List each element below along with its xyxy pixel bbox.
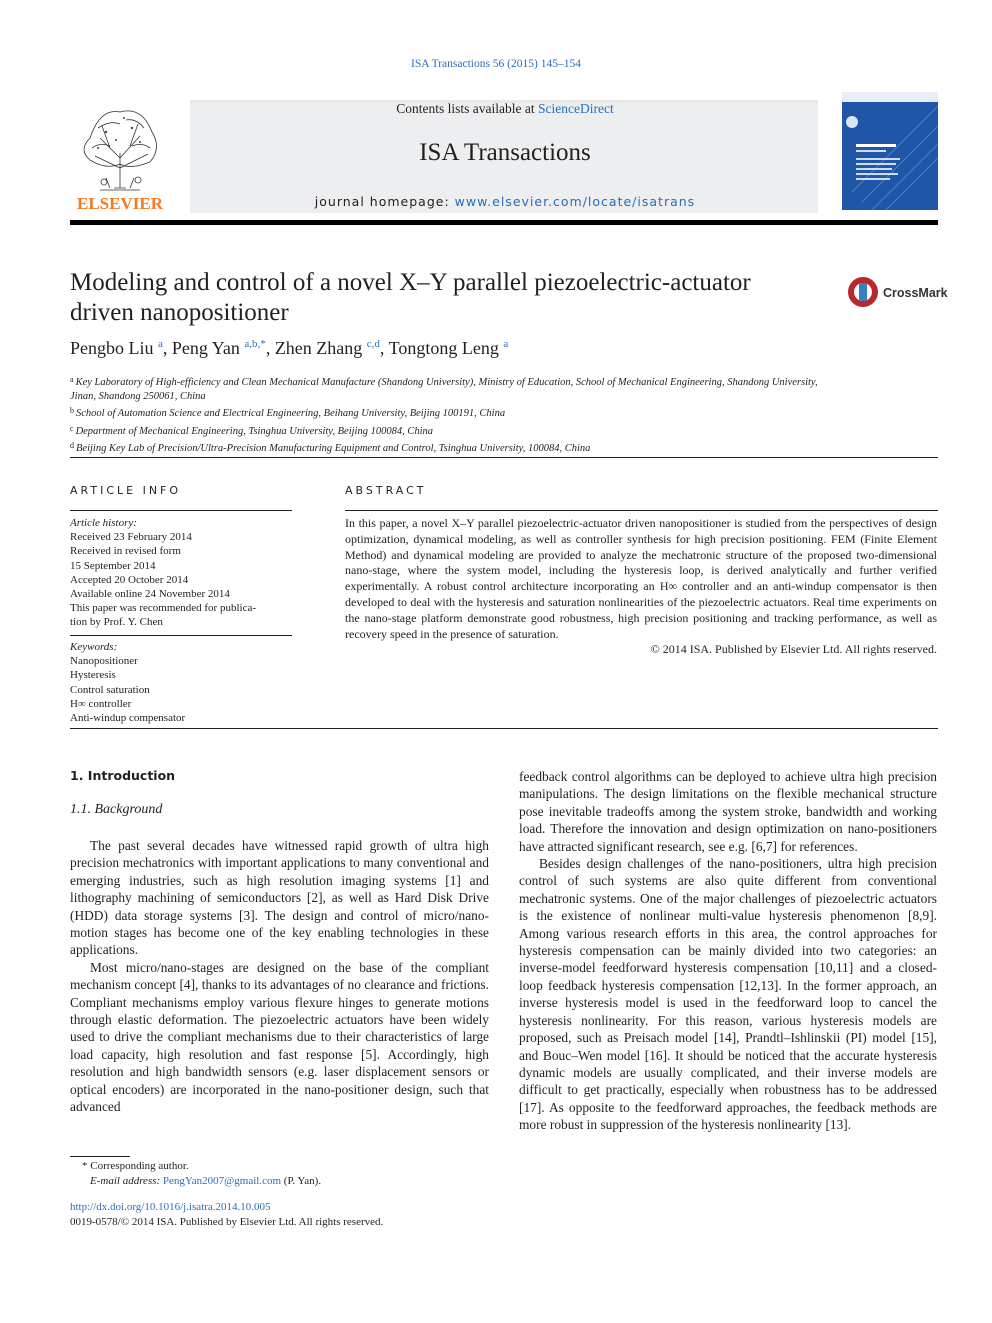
section-heading: 1. Introduction xyxy=(70,768,176,783)
title-line-1: Modeling and control of a novel X–Y parallel piezoelectric-actuator xyxy=(70,269,751,296)
contents-line xyxy=(190,101,820,117)
affiliation-item: $^b$ School of Automation Science and Electrical Engineering, Beihang University, Beijing 100191, China xyxy=(70,406,506,420)
email-suffix: (P. Yan). xyxy=(283,1175,322,1187)
author-list: Pengbo Liu $^a$, Peng Yan $^{a,b,*}$, Zhen Zhang $^{c,d}$, Tongtong Leng $^a$ xyxy=(70,338,509,358)
journal-title: ISA Transactions xyxy=(419,139,591,166)
article-info-rule xyxy=(70,510,292,511)
doi-link[interactable]: http://dx.doi.org/10.1016/j.isatra.2014.10.005 xyxy=(70,1201,271,1213)
homepage-prefix: journal homepage: xyxy=(314,194,450,209)
keyword-item: Control saturation xyxy=(70,683,150,696)
paragraph: Besides design challenges of the nano-positioners, ultra high precision control of such systems are also quite different from conventional mechatronic systems. One of the major challenges of piezoelectric actuators is the existence of nonlinear multi-value hysteresis phenomenon [8,9]. Among various research efforts in this area, the control approaches for hysteresis compensation can be mainly divided into two categories: an inverse-model feedforward hysteresis compensation [10,11] and a closed-loop feedback hysteresis compensation [12,13]. In the former approach, an inverse hysteresis model is used in the feedforward loop to cancel the hysteresis nonlinearity. For this reason, various hysteresis models are proposed, such as Preisach model [14], Prandtl–Ishlinskii (PI) model [15], and Bouc–Wen model [16]. It should be noticed that the accurate hysteresis dynamic models are usually complicated, and their inverse models are difficult to get practically, especially when robustness has to be addressed [17]. As opposite to the feedforward approaches, the feedback methods are more robust in suppression of the hysteresis nonlinearity [13]. xyxy=(519,856,937,1133)
journal-homepage xyxy=(190,194,820,209)
affiliation-item: $^a$ Key Laboratory of High-efficiency and Clean Mechanical Manufacture (Shandong University), Ministry of Education, School of Mechanical Engineering, Shandong University, Jinan, Shandong 250061, China xyxy=(70,375,818,403)
keywords xyxy=(70,640,292,725)
author-name: Zhen Zhang xyxy=(274,338,363,358)
elsevier-wordmark: ELSEVIER xyxy=(77,194,163,213)
history-label: Article history: xyxy=(70,517,137,529)
paragraph: The past several decades have witnessed rapid growth of ultra high precision mechatronics with important applications to many conventional and emerging industries, such as high resolution imaging systems [1] and lithography machining of semiconductors [2], as well as Hard Disk Drive (HDD) data storage systems [3]. The design and control of micro/nano-motion stages has become one of the key enabling technologies in these applications. xyxy=(70,838,489,958)
corresponding-author-note: Corresponding author. xyxy=(90,1160,189,1172)
left-column-text xyxy=(70,837,489,1116)
history-item: 15 September 2014 xyxy=(70,559,156,572)
header-rule xyxy=(70,220,938,225)
elsevier-logo xyxy=(70,98,170,212)
sciencedirect-link[interactable]: ScienceDirect xyxy=(538,101,614,116)
author-affil-marker[interactable]: a xyxy=(158,338,163,350)
history-item: Accepted 20 October 2014 xyxy=(70,573,189,586)
publication-footer xyxy=(70,1200,510,1230)
affiliation-item: $^c$ Department of Mechanical Engineering, Tsinghua University, Beijing 100084, China xyxy=(70,423,434,437)
history-item: Received in revised form xyxy=(70,545,181,558)
crossmark-badge[interactable] xyxy=(846,275,948,309)
article-history xyxy=(70,516,292,630)
email-link[interactable]: PengYan2007@gmail.com xyxy=(162,1175,282,1187)
paper-title xyxy=(70,268,830,328)
abstract-rule xyxy=(345,510,938,511)
author-name: Peng Yan xyxy=(171,338,240,358)
author-affil-marker[interactable]: c,d xyxy=(366,338,380,350)
crossmark-label: CrossMark xyxy=(883,286,948,300)
abstract-body xyxy=(345,516,937,658)
history-item: This paper was recommended for publica- xyxy=(70,602,257,615)
abstract-copyright: © 2014 ISA. Published by Elsevier Ltd. All rights reserved. xyxy=(650,642,937,657)
article-info-heading: ARTICLE INFO xyxy=(70,484,182,497)
affiliation-divider xyxy=(70,457,938,458)
abstract-bottom-divider xyxy=(70,728,938,729)
keyword-item: Nanopositioner xyxy=(70,655,138,668)
homepage-link[interactable]: www.elsevier.com/locate/isatrans xyxy=(454,194,696,209)
keyword-item: Anti-windup compensator xyxy=(70,712,186,725)
paragraph: Most micro/nano-stages are designed on the base of the compliant mechanism concept [4], thanks to its advantages of no clearance and frictions. Compliant mechanisms employ various flexure hinges to generate motions through elastic deformation. The piezoelectric actuators have been widely used to drive the compliant mechanisms due to their characteristics of large load capacity, high resolution and fast response [5]. Accordingly, high resolution and high bandwidth sensors (e.g. laser displacement sensors or optical encoders) are incorporated in the nano-positioner design, such that advanced xyxy=(70,959,489,1115)
history-item: Received 23 February 2014 xyxy=(70,531,192,544)
journal-cover-image xyxy=(842,92,938,210)
abstract-heading: ABSTRACT xyxy=(345,484,427,497)
history-item: tion by Prof. Y. Chen xyxy=(70,616,163,629)
affiliation-item: $^d$ Beijing Key Lab of Precision/Ultra-Precision Manufacturing Equipment and Control, Tsinghua University, 100084, China xyxy=(70,440,591,454)
contents-prefix: Contents lists available at xyxy=(396,101,535,116)
author-affil-marker[interactable]: a xyxy=(503,338,509,350)
author-name: Pengbo Liu xyxy=(70,338,154,358)
keywords-label: Keywords: xyxy=(70,641,118,653)
right-column-text xyxy=(519,768,937,1134)
keyword-item: Hysteresis xyxy=(70,669,116,682)
author-affil-marker[interactable]: a,b,* xyxy=(244,338,266,350)
abstract-text: In this paper, a novel X–Y parallel piezoelectric-actuator driven nanopositioner is studied from the perspectives of design optimization, dynamical modeling, as well as controller synthesis for high precision positioning. FEM (Finite Element Method) and dynamical modeling are provided to analyze the mechatronic structure of the proposed two-dimensional nano-stage, where the system model, including the hysteresis loop, is derived analytically and further verified experimentally. A robust control architecture incorporating an H∞ controller and an anti-windup compensator is then developed to deal with the hysteresis and saturation nonlinearities of the piezoelectric actuators. Real time experiments on the nano-stage platform demonstrate good robustness, high precision positioning and tracking performance, as well as recovery speed in the presence of saturation. xyxy=(345,516,937,641)
keyword-item: H∞ controller xyxy=(70,697,132,710)
affiliations xyxy=(70,373,830,456)
subsection-heading: 1.1. Background xyxy=(70,802,163,817)
footnotes: * Corresponding author. E-mail address: PengYan2007@gmail.com (P. Yan). xyxy=(82,1160,322,1187)
paragraph: feedback control algorithms can be deployed to achieve ultra high precision manipulations. The design limitations on the flexible mechanical structure pose inevitable tradeoffs among the system stroke, bandwidth and working load. Therefore the innovation and design optimization on nano-positioners have attracted significant research, see e.g. [6,7] for references. xyxy=(519,769,937,854)
journal-citation[interactable]: ISA Transactions 56 (2015) 145–154 xyxy=(411,58,581,70)
keywords-rule xyxy=(70,635,292,636)
author-name: Tongtong Leng xyxy=(388,338,499,358)
email-label: E-mail address: xyxy=(90,1175,161,1187)
title-line-2: driven nanopositioner xyxy=(70,299,289,326)
history-item: Available online 24 November 2014 xyxy=(70,588,230,601)
footnote-rule xyxy=(70,1156,130,1157)
issn-line: 0019-0578/© 2014 ISA. Published by Elsevier Ltd. All rights reserved. xyxy=(70,1216,384,1228)
